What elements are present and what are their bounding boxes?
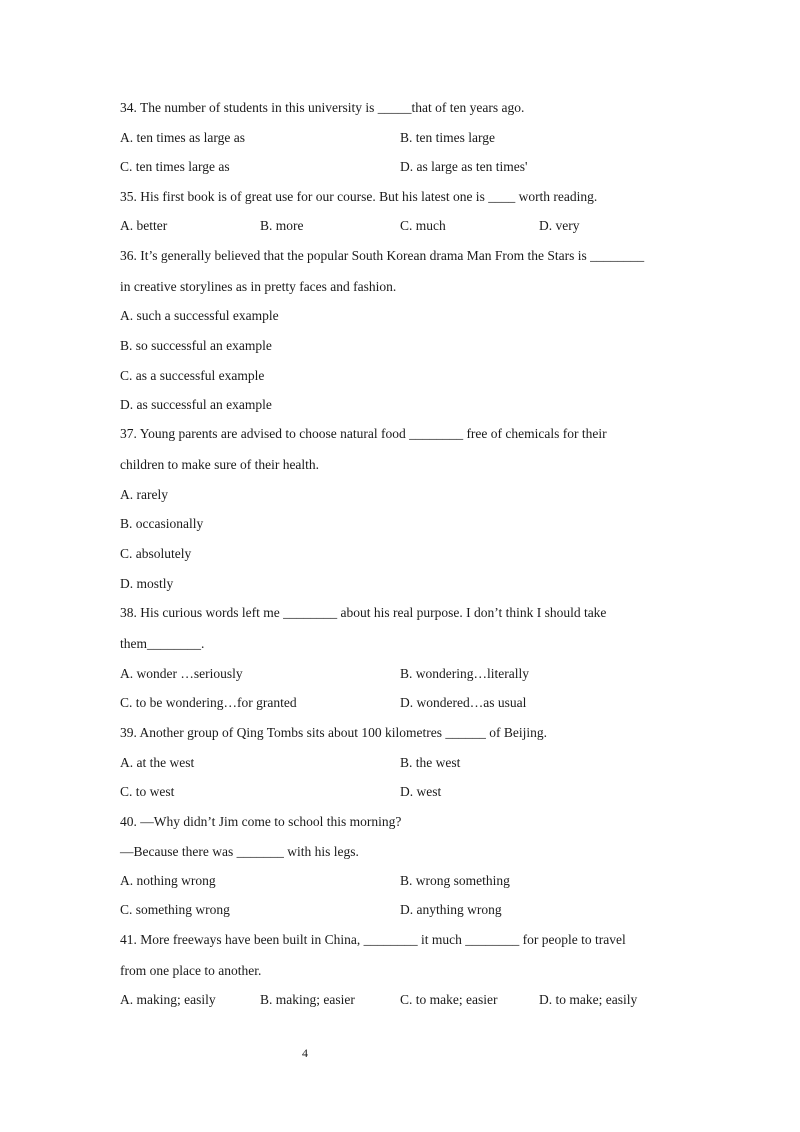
question-36-stem-line2: in creative storylines as in pretty faces and fashion.	[120, 279, 397, 294]
question-41-option-a: A. making; easily	[120, 992, 216, 1007]
question-35-option-a: A. better	[120, 218, 168, 233]
question-35-stem: 35. His first book is of great use for our course. But his latest one is ____ worth reading.	[120, 189, 598, 204]
question-34-option-a: A. ten times as large as	[120, 130, 245, 145]
question-38-stem-line1: 38. His curious words left me ________ about his real purpose. I don’t think I should take	[120, 605, 607, 620]
question-38-option-b: B. wondering…literally	[400, 666, 529, 681]
question-37-option-b: B. occasionally	[120, 516, 204, 531]
question-35-option-b: B. more	[260, 218, 304, 233]
question-36-option-c: C. as a successful example	[120, 368, 265, 383]
page-number: 4	[302, 1046, 308, 1060]
question-39-stem: 39. Another group of Qing Tombs sits about 100 kilometres ______ of Beijing.	[120, 725, 548, 740]
question-35-option-d: D. very	[539, 218, 580, 233]
question-40-option-c: C. something wrong	[120, 902, 230, 917]
question-36-option-a: A. such a successful example	[120, 308, 279, 323]
question-37-option-a: A. rarely	[120, 487, 168, 502]
question-37-option-d: D. mostly	[120, 576, 174, 591]
question-38-option-a: A. wonder …seriously	[120, 666, 243, 681]
question-41-stem-line1: 41. More freeways have been built in China, ________ it much ________ for people to travel	[120, 932, 626, 947]
question-34-stem: 34. The number of students in this university is _____that of ten years ago.	[120, 100, 525, 115]
question-40-option-d: D. anything wrong	[400, 902, 502, 917]
question-37-option-c: C. absolutely	[120, 546, 192, 561]
question-37-stem-line2: children to make sure of their health.	[120, 457, 320, 472]
question-40-option-b: B. wrong something	[400, 873, 510, 888]
question-39-option-b: B. the west	[400, 755, 461, 770]
question-41-stem-line2: from one place to another.	[120, 963, 262, 978]
question-40-option-a: A. nothing wrong	[120, 873, 216, 888]
question-39-option-a: A. at the west	[120, 755, 195, 770]
question-34-option-c: C. ten times large as	[120, 159, 230, 174]
question-41-option-b: B. making; easier	[260, 992, 355, 1007]
question-34-option-b: B. ten times large	[400, 130, 495, 145]
question-39-option-d: D. west	[400, 784, 442, 799]
question-40-stem-line2: —Because there was _______ with his legs.	[120, 844, 359, 859]
question-37-stem-line1: 37. Young parents are advised to choose natural food ________ free of chemicals for their	[120, 426, 607, 441]
question-38-option-c: C. to be wondering…for granted	[120, 695, 297, 710]
question-36-option-b: B. so successful an example	[120, 338, 272, 353]
question-41-option-c: C. to make; easier	[400, 992, 498, 1007]
question-40-stem-line1: 40. —Why didn’t Jim come to school this morning?	[120, 814, 402, 829]
question-36-option-d: D. as successful an example	[120, 397, 272, 412]
question-41-option-d: D. to make; easily	[539, 992, 638, 1007]
question-35-option-c: C. much	[400, 218, 446, 233]
question-38-stem-line2: them________.	[120, 636, 205, 651]
question-39-option-c: C. to west	[120, 784, 175, 799]
question-34-option-d: D. as large as ten times'	[400, 159, 528, 174]
question-36-stem-line1: 36. It’s generally believed that the popular South Korean drama Man From the Stars is ________	[120, 248, 645, 263]
question-38-option-d: D. wondered…as usual	[400, 695, 527, 710]
